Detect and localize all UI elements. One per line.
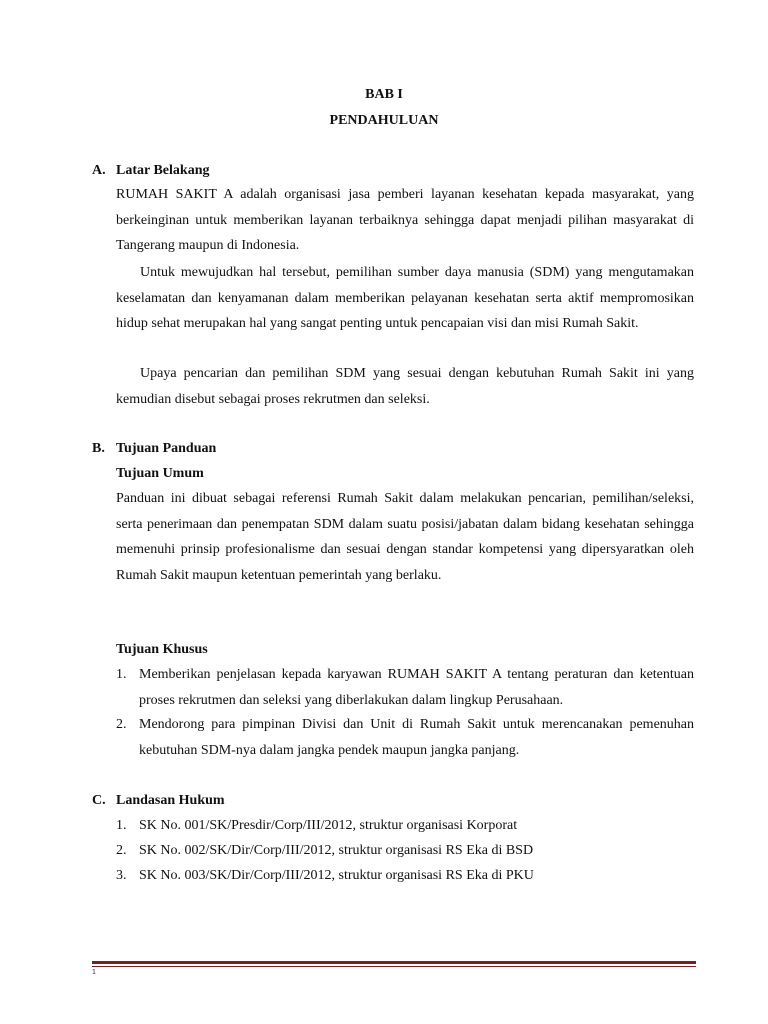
section-a-paragraph-2: Untuk mewujudkan hal tersebut, pemilihan sumber daya manusia (SDM) yang mengutamakan keselamatan dan kenyamanan dalam memberikan pelayanan kesehatan serta aktif mempromosikan hidup sehat merupakan hal yang sangat penting untuk pencapaian visi dan misi Rumah Sakit. [116,265,694,331]
section-a-paragraph-3: Upaya pencarian dan pemilihan SDM yang sesuai dengan kebutuhan Rumah Sakit ini yang kemudian disebut sebagai proses rekrutmen dan seleksi. [116,366,694,407]
section-a-title: Latar Belakang [116,163,210,178]
legal-basis-item-2 [116,838,694,864]
list-number: 3. [116,868,127,883]
list-number: 2. [116,843,127,858]
list-text: Mendorong para pimpinan Divisi dan Unit di Rumah Sakit untuk merencanakan pemenuhan kebutuhan SDM-nya dalam jangka pendek maupun jangka panjang. [139,717,694,758]
list-text: Memberikan penjelasan kepada karyawan RUMAH SAKIT A tentang peraturan dan ketentuan proses rekrutmen dan seleksi yang diberlakukan dalam lingkup Perusahaan. [139,667,694,708]
list-number: 2. [116,717,127,732]
general-purpose-title: Tujuan Umum [116,466,204,481]
footer-rule-thin [92,966,696,967]
chapter-number: BAB I [365,87,403,102]
section-b-title: Tujuan Panduan [116,441,217,456]
section-a-paragraph-1: RUMAH SAKIT A adalah organisasi jasa pemberi layanan kesehatan kepada masyarakat, yang berkeinginan untuk memberikan layanan terbaiknya sehingga dapat menjadi pilihan masyarakat di Tangerang maupun di Indonesia. [116,187,694,253]
section-b-letter: B. [92,441,105,456]
list-text: SK No. 001/SK/Presdir/Corp/III/2012, struktur organisasi Korporat [139,818,518,833]
section-c-heading [92,793,225,809]
list-text: SK No. 002/SK/Dir/Corp/III/2012, struktur organisasi RS Eka di BSD [139,843,534,858]
section-c-title: Landasan Hukum [116,793,225,808]
list-number: 1. [116,667,127,682]
legal-basis-item-3 [116,863,694,889]
general-purpose-text: Panduan ini dibuat sebagai referensi Rumah Sakit dalam melakukan pencarian, pemilihan/seleksi, serta penerimaan dan penempatan SDM dalam suatu posisi/jabatan dalam bidang kesehatan sehingga memenuhi prinsip profesionalisme dan sesuai dengan standar kompetensi yang dipersyaratkan oleh Rumah Sakit maupun ketentuan pemerintah yang berlaku. [116,491,694,583]
section-c-letter: C. [92,793,106,808]
specific-purpose-title: Tujuan Khusus [116,642,208,657]
specific-purpose-item-1 [116,662,694,713]
specific-purpose-item-2 [116,712,694,763]
section-a-letter: A. [92,163,106,178]
legal-basis-item-1 [116,813,694,839]
list-text: SK No. 003/SK/Dir/Corp/III/2012, struktur organisasi RS Eka di PKU [139,868,534,883]
footer-rule [92,961,696,964]
section-a-heading [92,163,209,179]
list-number: 1. [116,818,127,833]
page-number: 1 [92,969,96,976]
chapter-title: PENDAHULUAN [329,113,439,128]
section-b-heading [92,441,216,457]
